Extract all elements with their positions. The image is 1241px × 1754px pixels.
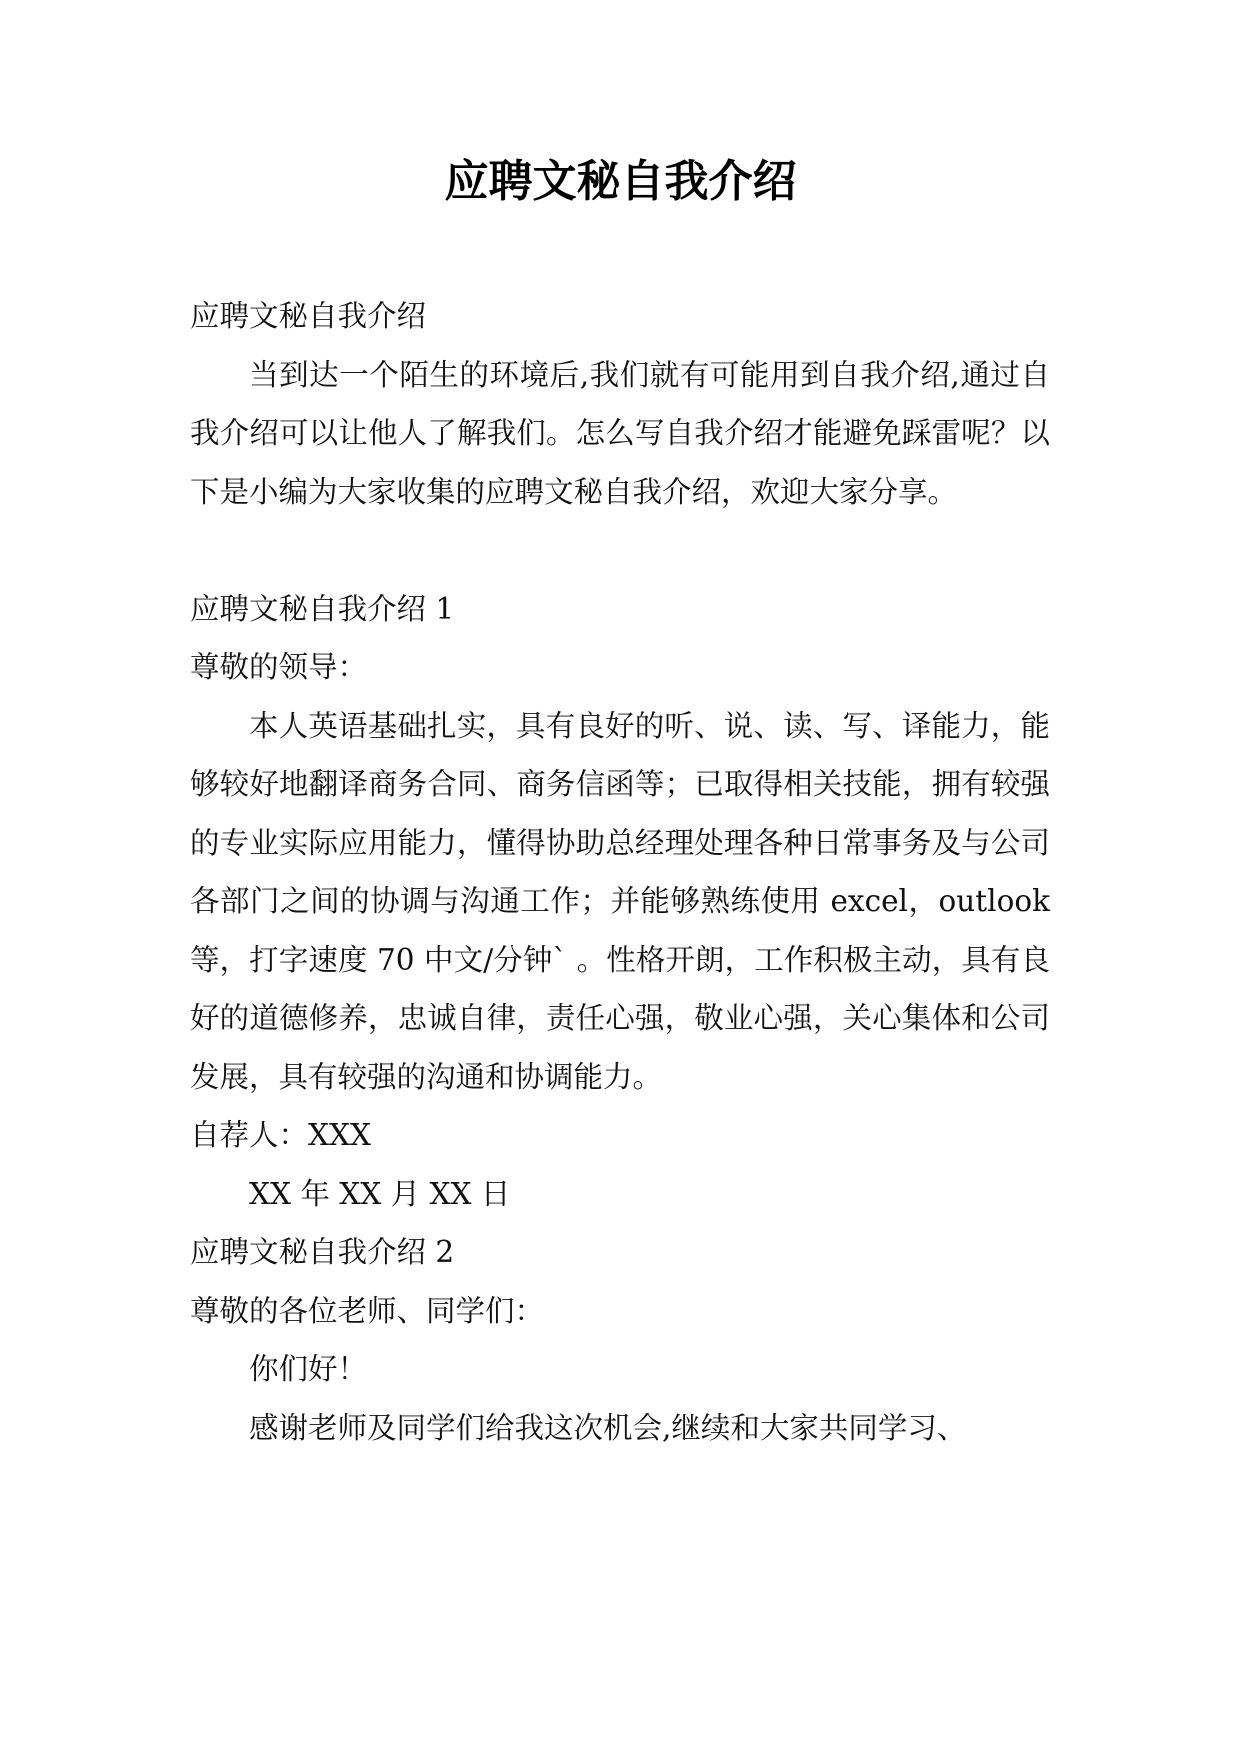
intro-heading: 应聘文秘自我介绍 (190, 299, 427, 333)
section1-signature: 自荐人：XXX (190, 1118, 372, 1152)
paragraph-gap (190, 521, 1050, 580)
document-title: 应聘文秘自我介绍 (444, 156, 797, 207)
section1-date: XX 年 XX 月 XX 日 (249, 1176, 511, 1211)
document-body (190, 287, 1050, 1457)
section2-heading: 应聘文秘自我介绍 2 (190, 1235, 455, 1269)
section2-greeting: 你们好！ (249, 1352, 368, 1386)
section2-paragraph: 感谢老师及同学们给我这次机会,继续和大家共同学习、 (249, 1410, 967, 1445)
section2-salutation: 尊敬的各位老师、同学们： (190, 1293, 545, 1328)
section1-salutation: 尊敬的领导： (190, 650, 368, 684)
intro-paragraph: 当到达一个陌生的环境后,我们就有可能用到自我介绍,通过自我介绍可以让他人了解我们。怎么写自我介绍才能避免踩雷呢？以下是小编为大家收集的应聘文秘自我介绍，欢迎大家分享。 (190, 357, 1050, 509)
section1-heading: 应聘文秘自我介绍 1 (190, 591, 455, 626)
section1-paragraph: 本人英语基础扎实，具有良好的听、说、读、写、译能力，能够较好地翻译商务合同、商务信函等；已取得相关技能，拥有较强的专业实际应用能力，懂得协助总经理处理各种日常事务及与公司各部门之间的协调与沟通工作；并能够熟练使用 excel，outlook 等，打字速度 70 中文/分钟` 。性格开朗，工作积极主动，具有良好的道德修养，忠诚自律，责任心强，敬业心强，关心集体和公司发展，具有较强的沟通和协调能力。 (190, 708, 1050, 1094)
